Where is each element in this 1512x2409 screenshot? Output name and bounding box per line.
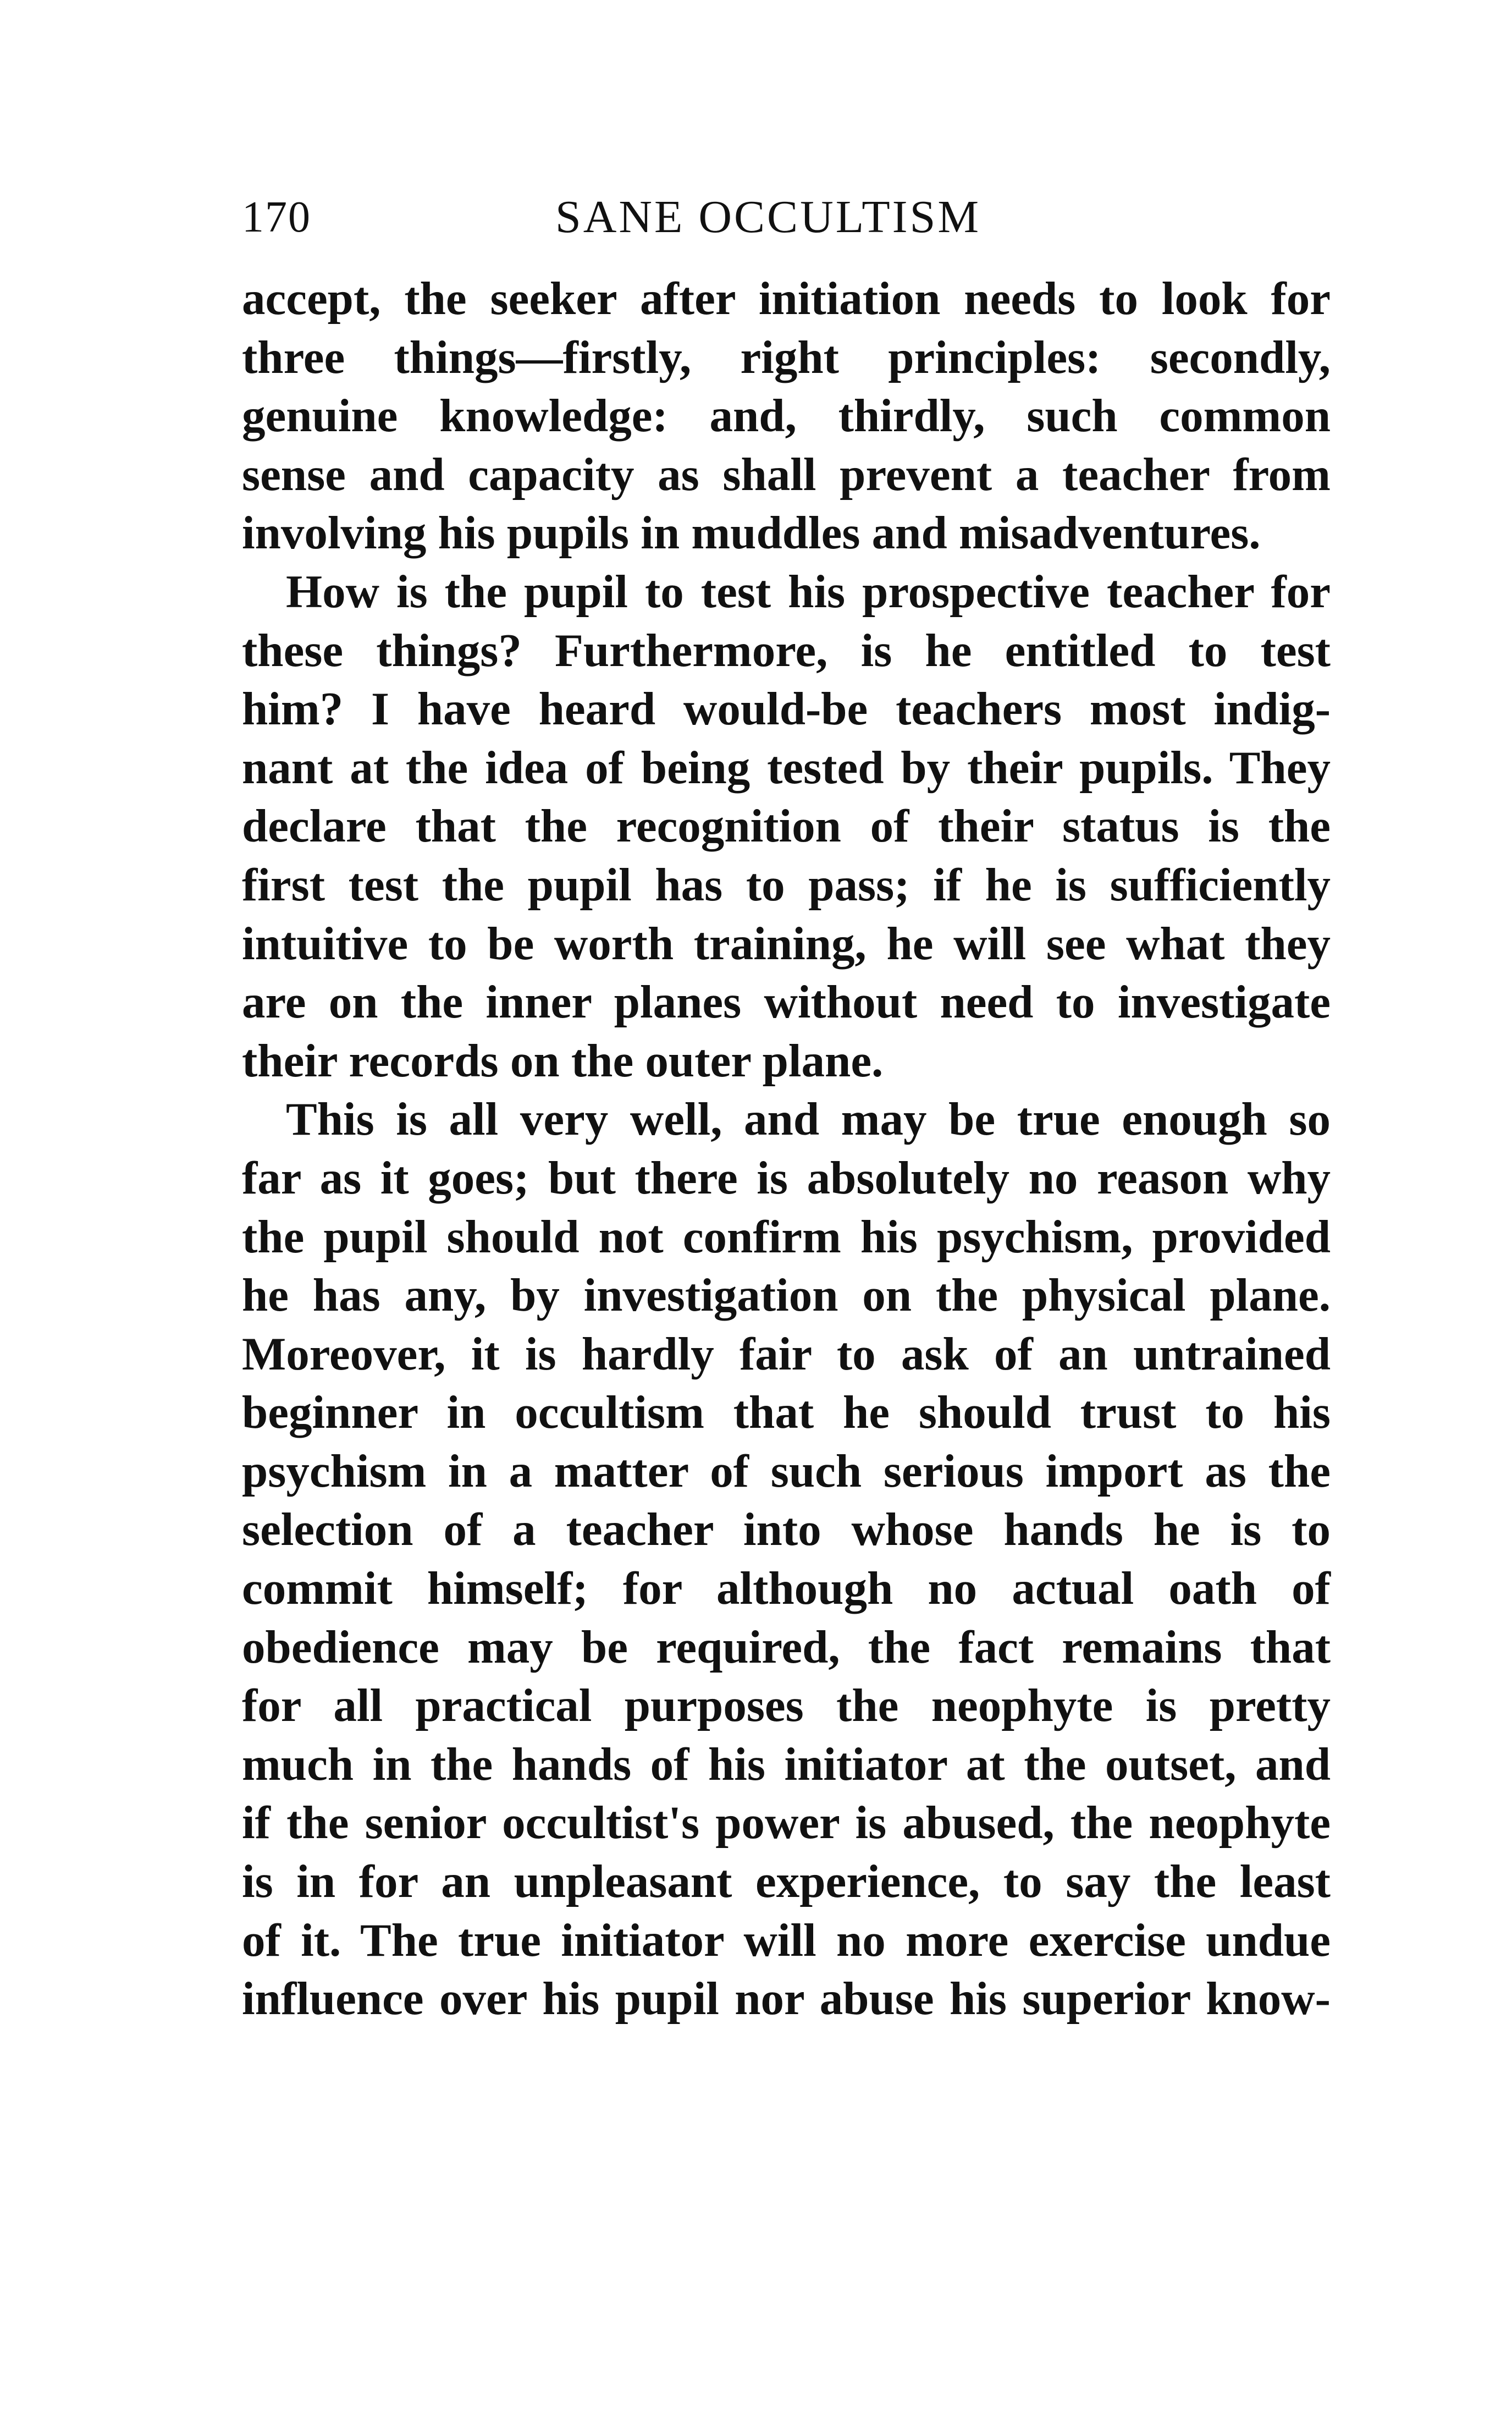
text-line: accept, the seeker after initiation needs to look for <box>242 273 1331 324</box>
text-line: nant at the idea of being tested by their pupils. They <box>242 741 1331 794</box>
text-line: he has any, by investigation on the physical plane. <box>242 1269 1331 1322</box>
text-line: are on the inner planes without need to investigate <box>242 976 1331 1028</box>
text-line: influence over his pupil nor abuse his superior know- <box>242 1973 1331 2025</box>
text-line: much in the hands of his initiator at the outset, and <box>242 1738 1331 1790</box>
text-line: sense and capacity as shall prevent a teacher from <box>242 448 1331 501</box>
text-line: intuitive to be worth training, he will see what they <box>242 917 1331 970</box>
text-line: of it. The true initiator will no more exercise undue <box>242 1914 1331 1966</box>
text-line: beginner in occultism that he should trust to his <box>242 1387 1331 1439</box>
running-title: SANE OCCULTISM <box>555 191 981 243</box>
text-line: declare that the recognition of their status is the <box>242 800 1331 853</box>
body-text <box>242 270 1331 2028</box>
text-line: How is the pupil to test his prospective teacher for <box>286 565 1331 618</box>
running-head <box>242 184 1331 250</box>
text-line: Moreover, it is hardly fair to ask of an untrained <box>242 1328 1331 1380</box>
text-line: their records on the outer plane. <box>242 1035 884 1087</box>
text-line: genuine knowledge: and, thirdly, such common <box>242 390 1331 442</box>
text-line: psychism in a matter of such serious import as the <box>242 1445 1331 1497</box>
page-number: 170 <box>242 193 311 241</box>
text-line: the pupil should not confirm his psychism, provided <box>242 1211 1331 1263</box>
text-line: these things? Furthermore, is he entitled to test <box>242 624 1331 676</box>
text-line: obedience may be required, the fact remains that <box>242 1621 1331 1673</box>
text-line: selection of a teacher into whose hands he is to <box>242 1504 1331 1556</box>
text-line: far as it goes; but there is absolutely no reason why <box>242 1152 1331 1204</box>
text-line: is in for an unpleasant experience, to say the least <box>242 1856 1331 1908</box>
text-line: commit himself; for although no actual oath of <box>242 1563 1331 1615</box>
text-line: involving his pupils in muddles and misadventures. <box>242 507 1261 559</box>
text-line: him? I have heard would-be teachers most indig- <box>242 683 1331 735</box>
text-line: if the senior occultist's power is abused, the neophyte <box>242 1797 1331 1849</box>
text-line: first test the pupil has to pass; if he is sufficiently <box>242 859 1331 911</box>
text-line: for all practical purposes the neophyte is pretty <box>242 1680 1331 1732</box>
text-line: This is all very well, and may be true enough so <box>286 1093 1331 1146</box>
text-line: three things—firstly, right principles: secondly, <box>242 331 1331 383</box>
